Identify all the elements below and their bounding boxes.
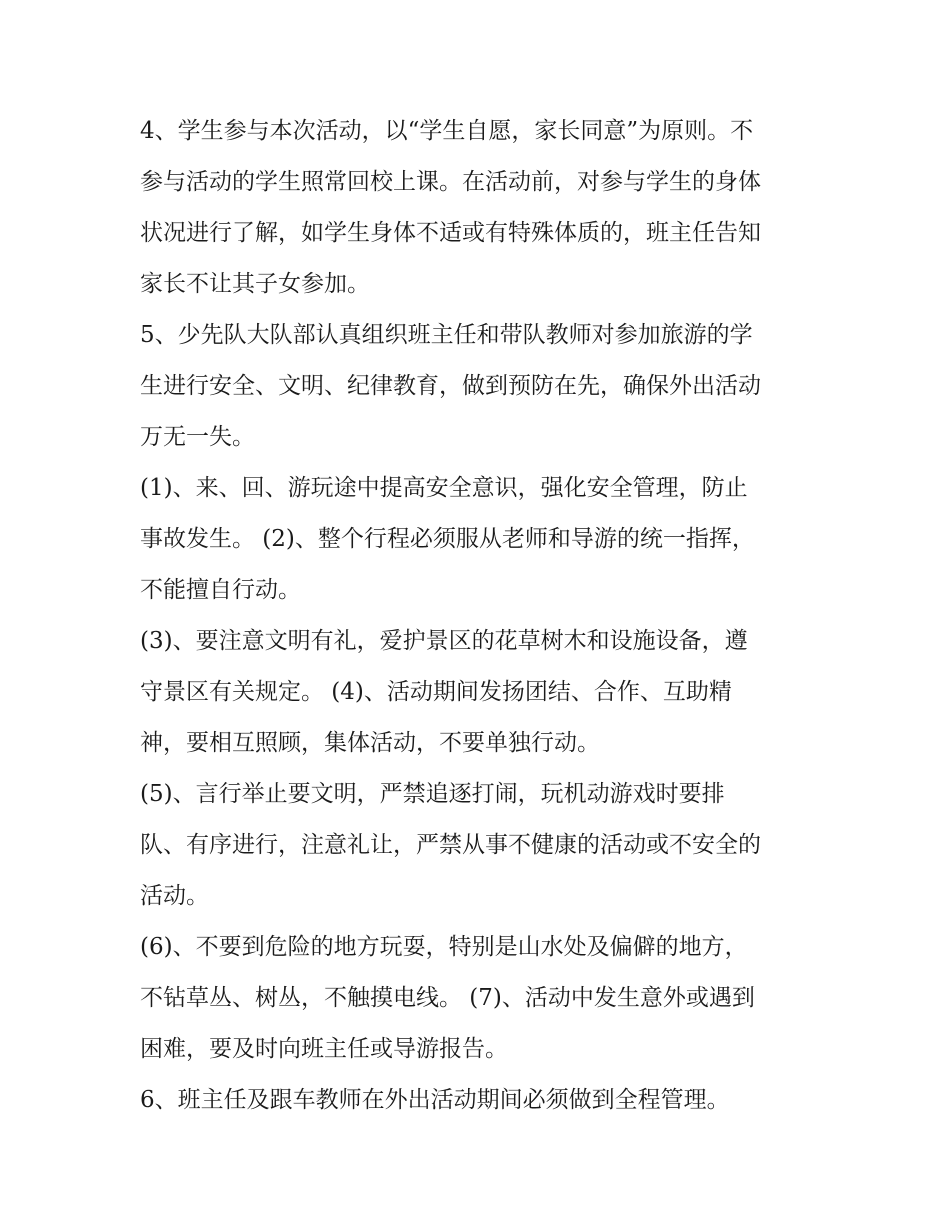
paragraph-sub-1-2	[140, 463, 820, 616]
text-line: 万无一失。	[140, 424, 255, 450]
text-line: 5、少先队大队部认真组织班主任和带队教师对参加旅游的学	[140, 322, 753, 348]
text-line: 神，要相互照顾，集体活动，不要单独行动。	[140, 730, 600, 756]
text-line: 不钻草丛、树丛，不触摸电线。 (7)、活动中发生意外或遇到	[140, 985, 755, 1011]
text-line: 事故发生。 (2)、整个行程必须服从老师和导游的统一指挥，	[140, 526, 755, 552]
text-line: 6、班主任及跟车教师在外出活动期间必须做到全程管理。	[140, 1087, 730, 1113]
text-line: (3)、要注意文明有礼，爱护景区的花草树木和设施设备，遵	[140, 628, 748, 654]
text-line: 活动。	[140, 883, 209, 909]
text-line: (6)、不要到危险的地方玩耍，特别是山水处及偏僻的地方，	[140, 934, 748, 960]
text-line: 不能擅自行动。	[140, 577, 301, 603]
paragraph-sub-3-4	[140, 616, 820, 769]
text-line: 守景区有关规定。 (4)、活动期间发扬团结、合作、互助精	[140, 679, 732, 705]
text-line: 困难，要及时向班主任或导游报告。	[140, 1036, 508, 1062]
text-line: (5)、言行举止要文明，严禁追逐打闹，玩机动游戏时要排	[140, 781, 725, 807]
text-line: 4、学生参与本次活动，以“学生自愿，家长同意”为原则。不	[140, 118, 754, 144]
document-body	[140, 106, 820, 1126]
paragraph-item-5	[140, 310, 820, 463]
text-line: 参与活动的学生照常回校上课。在活动前，对参与学生的身体	[140, 169, 761, 195]
paragraph-item-4	[140, 106, 820, 310]
paragraph-sub-6-7	[140, 922, 820, 1075]
text-line: (1)、来、回、游玩途中提高安全意识，强化安全管理，防止	[140, 475, 748, 501]
text-line: 队、有序进行，注意礼让，严禁从事不健康的活动或不安全的	[140, 832, 761, 858]
paragraph-item-6	[140, 1075, 820, 1126]
text-line: 生进行安全、文明、纪律教育，做到预防在先，确保外出活动	[140, 373, 761, 399]
text-line: 家长不让其子女参加。	[140, 271, 370, 297]
text-line: 状况进行了解，如学生身体不适或有特殊体质的，班主任告知	[140, 220, 761, 246]
paragraph-sub-5	[140, 769, 820, 922]
